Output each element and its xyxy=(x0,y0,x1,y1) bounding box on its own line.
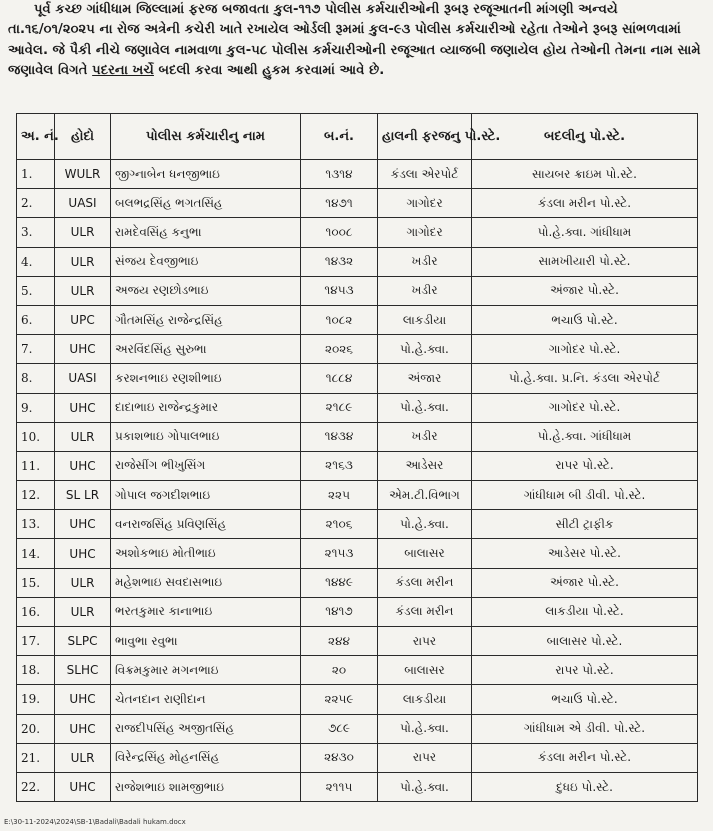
cell-buckle-number: ૨૨૫૯ xyxy=(301,685,378,714)
cell-name: વિક્રમકુમાર મગનભાઇ xyxy=(111,656,301,685)
cell-buckle-number: ૨૧૮૯ xyxy=(301,393,378,422)
cell-sr: 7. xyxy=(17,335,55,364)
cell-post: UHC xyxy=(55,772,111,801)
cell-current-station: ખડીર xyxy=(378,276,472,305)
cell-current-station: કંડલા મરીન xyxy=(378,597,472,626)
cell-buckle-number: ૨૨૫ xyxy=(301,481,378,510)
cell-post: ULR xyxy=(55,743,111,772)
cell-sr: 11. xyxy=(17,451,55,480)
cell-post: UHC xyxy=(55,510,111,539)
cell-transfer-station: લાકડીયા પો.સ્ટે. xyxy=(472,597,698,626)
cell-buckle-number: ૨૧૬૩ xyxy=(301,451,378,480)
cell-current-station: પો.હે.ક્વા. xyxy=(378,772,472,801)
cell-sr: 16. xyxy=(17,597,55,626)
cell-post: UASI xyxy=(55,364,111,393)
cell-buckle-number: ૨૧૦૬ xyxy=(301,510,378,539)
file-path-footer: E:\30-11-2024\2024\SB-1\Badali\Badali hukam.docx xyxy=(4,818,186,826)
cell-sr: 22. xyxy=(17,772,55,801)
cell-sr: 4. xyxy=(17,247,55,276)
cell-name: પ્રકાશભાઇ ગોપાલભાઇ xyxy=(111,422,301,451)
cell-transfer-station: અંજાર પો.સ્ટે. xyxy=(472,276,698,305)
cell-transfer-station: બાલાસર પો.સ્ટે. xyxy=(472,627,698,656)
table-row xyxy=(17,656,698,685)
cell-transfer-station: પો.હે.ક્વા. ગાંધીધામ xyxy=(472,422,698,451)
table-row xyxy=(17,276,698,305)
cell-name: ભરતકુમાર કાનાભાઇ xyxy=(111,597,301,626)
cell-post: WULR xyxy=(55,160,111,189)
table-row xyxy=(17,568,698,597)
cell-buckle-number: ૧૮૮૪ xyxy=(301,364,378,393)
table-row xyxy=(17,364,698,393)
cell-current-station: આડેસર xyxy=(378,451,472,480)
table-row xyxy=(17,685,698,714)
cell-current-station: બાલાસર xyxy=(378,539,472,568)
cell-current-station: ગાગોદર xyxy=(378,218,472,247)
cell-post: ULR xyxy=(55,568,111,597)
cell-post: UHC xyxy=(55,451,111,480)
cell-post: UHC xyxy=(55,714,111,743)
cell-buckle-number: ૧૦૮૨ xyxy=(301,305,378,334)
cell-buckle-number: ૧૪૭૧ xyxy=(301,189,378,218)
cell-transfer-station: પો.હે.ક્વા. ગાંધીધામ xyxy=(472,218,698,247)
table-row xyxy=(17,714,698,743)
cell-current-station: લાકડીયા xyxy=(378,685,472,714)
table-row xyxy=(17,481,698,510)
cell-post: SL LR xyxy=(55,481,111,510)
cell-transfer-station: ગાંધીધામ એ ડીવી. પો.સ્ટે. xyxy=(472,714,698,743)
cell-transfer-station: ભચાઉ પો.સ્ટે. xyxy=(472,305,698,334)
table-row xyxy=(17,393,698,422)
cell-current-station: પો.હે.ક્વા. xyxy=(378,335,472,364)
cell-buckle-number: ૧૪૧૭ xyxy=(301,597,378,626)
table-row xyxy=(17,743,698,772)
cell-post: ULR xyxy=(55,597,111,626)
cell-sr: 18. xyxy=(17,656,55,685)
cell-transfer-station: ભચાઉ પો.સ્ટે. xyxy=(472,685,698,714)
table-row xyxy=(17,772,698,801)
header-name: પોલીસ કર્મચારીનુ નામ xyxy=(111,114,301,160)
table-body xyxy=(17,160,698,802)
cell-transfer-station: આડેસર પો.સ્ટે. xyxy=(472,539,698,568)
cell-buckle-number: ૧૪૫૩ xyxy=(301,276,378,305)
table-row xyxy=(17,422,698,451)
cell-transfer-station: ગાગોદર પો.સ્ટે. xyxy=(472,393,698,422)
cell-sr: 5. xyxy=(17,276,55,305)
cell-sr: 10. xyxy=(17,422,55,451)
cell-post: ULR xyxy=(55,422,111,451)
header-sr: અ. નં. xyxy=(17,114,55,160)
cell-transfer-station: સીટી ટ્રાફીક xyxy=(472,510,698,539)
cell-name: અજય રણછોડભાઇ xyxy=(111,276,301,305)
cell-buckle-number: ૨૦ xyxy=(301,656,378,685)
cell-name: રાજેશભાઇ શામજીભાઇ xyxy=(111,772,301,801)
header-current-station: હાલની ફરજનુ પો.સ્ટે. xyxy=(378,114,472,160)
table-row xyxy=(17,451,698,480)
cell-transfer-station: પો.હે.ક્વા. પ્ર.નિ. કંડલા એરપોર્ટ xyxy=(472,364,698,393)
cell-name: મહેશભાઇ સવદાસભાઇ xyxy=(111,568,301,597)
table-row xyxy=(17,247,698,276)
cell-sr: 20. xyxy=(17,714,55,743)
cell-sr: 14. xyxy=(17,539,55,568)
header-buckle: બ.નં. xyxy=(301,114,378,160)
table-row xyxy=(17,160,698,189)
cell-post: SLPC xyxy=(55,627,111,656)
cell-current-station: કંડલા એરપોર્ટ xyxy=(378,160,472,189)
cell-transfer-station: રાપર પો.સ્ટે. xyxy=(472,451,698,480)
header-post: હોદો xyxy=(55,114,111,160)
cell-transfer-station: સામખીયારી પો.સ્ટે. xyxy=(472,247,698,276)
table-row xyxy=(17,305,698,334)
cell-post: ULR xyxy=(55,218,111,247)
cell-current-station: પો.હે.ક્વા. xyxy=(378,393,472,422)
cell-post: UHC xyxy=(55,685,111,714)
cell-buckle-number: ૨૧૧૫ xyxy=(301,772,378,801)
table-row xyxy=(17,539,698,568)
cell-current-station: ખડીર xyxy=(378,422,472,451)
cell-transfer-station: સાયબર ક્રાઇમ પો.સ્ટે. xyxy=(472,160,698,189)
cell-current-station: રાપર xyxy=(378,743,472,772)
cell-current-station: પો.હે.ક્વા. xyxy=(378,510,472,539)
cell-name: કરશનભાઇ રણશીભાઇ xyxy=(111,364,301,393)
intro-text-part2: બદલી કરવા આથી હુકમ કરવામાં આવે છે. xyxy=(153,63,385,79)
cell-buckle-number: ૧૪૩૨ xyxy=(301,247,378,276)
cell-current-station: લાકડીયા xyxy=(378,305,472,334)
cell-sr: 15. xyxy=(17,568,55,597)
cell-post: UPC xyxy=(55,305,111,334)
cell-name: અશોકભાઇ મોતીભાઇ xyxy=(111,539,301,568)
cell-transfer-station: દુધઇ પો.સ્ટે. xyxy=(472,772,698,801)
cell-name: બલભદ્રસિંહ ભગતસિંહ xyxy=(111,189,301,218)
cell-buckle-number: ૨૦૨૬ xyxy=(301,335,378,364)
cell-transfer-station: ગાંધીધામ બી ડીવી. પો.સ્ટે. xyxy=(472,481,698,510)
cell-transfer-station: ગાગોદર પો.સ્ટે. xyxy=(472,335,698,364)
cell-sr: 19. xyxy=(17,685,55,714)
cell-name: રાજદીપસિંહ અજીતસિંહ xyxy=(111,714,301,743)
cell-current-station: અંજાર xyxy=(378,364,472,393)
cell-post: ULR xyxy=(55,247,111,276)
table-row xyxy=(17,189,698,218)
cell-transfer-station: કંડલા મરીન પો.સ્ટે. xyxy=(472,189,698,218)
cell-name: ભાવુભા રવુભા xyxy=(111,627,301,656)
cell-buckle-number: ૨૪૪ xyxy=(301,627,378,656)
cell-sr: 21. xyxy=(17,743,55,772)
cell-sr: 13. xyxy=(17,510,55,539)
table-row xyxy=(17,510,698,539)
cell-name: ગૌતમસિંહ રાજેન્દ્રસિંહ xyxy=(111,305,301,334)
cell-buckle-number: ૨૪૩૦ xyxy=(301,743,378,772)
cell-name: દાદાભાઇ રાજેન્દ્રકુમાર xyxy=(111,393,301,422)
cell-sr: 2. xyxy=(17,189,55,218)
cell-sr: 17. xyxy=(17,627,55,656)
cell-post: ULR xyxy=(55,276,111,305)
cell-current-station: ખડીર xyxy=(378,247,472,276)
cell-name: ગોપાલ જગદીશભાઇ xyxy=(111,481,301,510)
cell-name: વિરેન્દ્રસિંહ મોહનસિંહ xyxy=(111,743,301,772)
cell-name: ચેતનદાન રાણીદાન xyxy=(111,685,301,714)
table-row xyxy=(17,627,698,656)
cell-transfer-station: અંજાર પો.સ્ટે. xyxy=(472,568,698,597)
table-header-row xyxy=(17,114,698,160)
cell-current-station: પો.હે.ક્વા. xyxy=(378,714,472,743)
cell-post: UHC xyxy=(55,539,111,568)
cell-buckle-number: ૧૪૩૪ xyxy=(301,422,378,451)
cell-current-station: ગાગોદર xyxy=(378,189,472,218)
cell-sr: 8. xyxy=(17,364,55,393)
cell-buckle-number: ૧૩૧૪ xyxy=(301,160,378,189)
cell-buckle-number: ૧૪૪૯ xyxy=(301,568,378,597)
cell-buckle-number: ૭૮૯ xyxy=(301,714,378,743)
cell-name: રાજેસીંગ ભીખુસિંગ xyxy=(111,451,301,480)
cell-buckle-number: ૧૦૦૮ xyxy=(301,218,378,247)
intro-text-part1: પૂર્વ કચ્છ ગાંધીધામ જિલ્લામાં ફરજ બજાવતા કુલ-૧૧૭ પોલીસ કર્મચારીઓની રૂબરૂ રજૂઆતની માંગણી અન્વયે તા.૧૬/૦૧/૨૦૨૫ ના રોજ અત્રેની કચેરી ખાતે રખાયેલ ઓર્ડલી રૂમમાં કુલ-૯૩ પોલીસ કર્મચારીઓ રહેતા તેઓને રૂબરૂ સાંભળવામાં આવેલ. જે પૈકી નીચે જણાવેલ નામવાળા કુલ-૫૮ પોલીસ કર્મચારીઓની રજૂઆત વ્યાજબી જણાયેલ હોય તેઓની તેમના નામ સામે જણાવેલ વિગતે xyxy=(8,2,701,79)
table-row xyxy=(17,597,698,626)
cell-name: અરવિંદસિંહ સુરુભા xyxy=(111,335,301,364)
cell-sr: 12. xyxy=(17,481,55,510)
cell-post: UASI xyxy=(55,189,111,218)
intro-underlined-text: પદરના ખર્ચે xyxy=(92,63,154,79)
intro-paragraph xyxy=(8,0,708,82)
cell-name: જીગ્નાબેન ધનજીભાઇ xyxy=(111,160,301,189)
cell-sr: 3. xyxy=(17,218,55,247)
cell-current-station: બાલાસર xyxy=(378,656,472,685)
cell-post: UHC xyxy=(55,335,111,364)
cell-sr: 6. xyxy=(17,305,55,334)
cell-buckle-number: ૨૧૫૩ xyxy=(301,539,378,568)
header-transfer-station: બદલીનુ પો.સ્ટે. xyxy=(472,114,698,160)
cell-current-station: કંડલા મરીન xyxy=(378,568,472,597)
cell-sr: 9. xyxy=(17,393,55,422)
cell-transfer-station: કંડલા મરીન પો.સ્ટે. xyxy=(472,743,698,772)
cell-sr: 1. xyxy=(17,160,55,189)
table-row xyxy=(17,218,698,247)
cell-name: રામદેવસિંહ કનુભા xyxy=(111,218,301,247)
cell-post: SLHC xyxy=(55,656,111,685)
table-row xyxy=(17,335,698,364)
cell-current-station: એમ.ટી.વિભાગ xyxy=(378,481,472,510)
cell-name: સંજય દેવજીભાઇ xyxy=(111,247,301,276)
cell-current-station: રાપર xyxy=(378,627,472,656)
cell-transfer-station: રાપર પો.સ્ટે. xyxy=(472,656,698,685)
transfer-table xyxy=(16,113,698,802)
cell-name: વનરાજસિંહ પ્રવિણસિંહ xyxy=(111,510,301,539)
cell-post: UHC xyxy=(55,393,111,422)
